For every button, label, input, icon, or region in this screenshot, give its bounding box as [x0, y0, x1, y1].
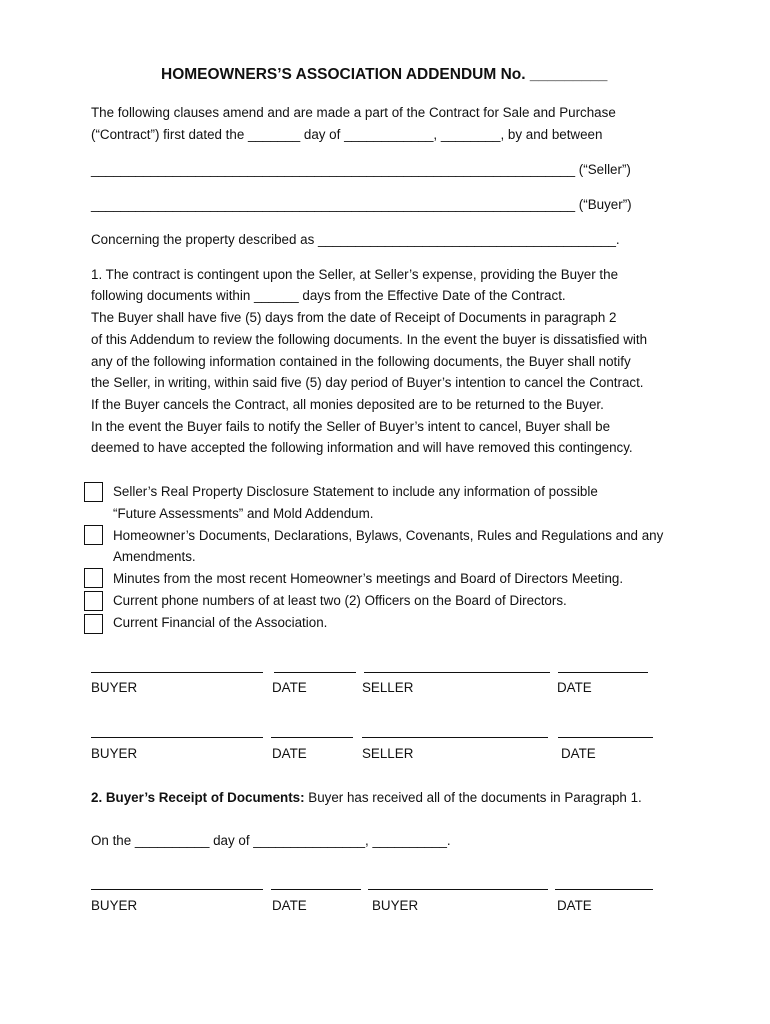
date-line[interactable] — [271, 889, 361, 890]
signature-line-buyer[interactable] — [91, 889, 263, 890]
checkbox-officer-phone-numbers[interactable] — [84, 591, 103, 611]
document-title: HOMEOWNERS’S ASSOCIATION ADDENDUM No. _________ — [161, 66, 608, 83]
signature-line-buyer[interactable] — [91, 672, 263, 673]
paragraph1-line-8: In the event the Buyer fails to notify the Seller of Buyer’s intent to cancel, Buyer shall be — [91, 419, 611, 434]
signature-label: SELLER — [362, 746, 414, 761]
intro-line-2: (“Contract”) first dated the _______ day of ____________, ________, by and between — [91, 127, 603, 142]
date-label: DATE — [557, 680, 592, 695]
receipt-date-line: On the __________ day of _______________, __________. — [91, 833, 451, 848]
signature-line-seller[interactable] — [362, 737, 548, 738]
date-label: DATE — [272, 746, 307, 761]
date-line[interactable] — [558, 672, 648, 673]
paragraph1-line-3: The Buyer shall have five (5) days from the date of Receipt of Documents in paragraph 2 — [91, 310, 617, 325]
buyer-name-line: _________________________________________________________________ (“Buyer”) — [91, 197, 632, 212]
property-line: Concerning the property described as ________________________________________. — [91, 232, 620, 247]
checkbox-homeowners-documents[interactable] — [84, 525, 103, 545]
checklist-item-4: Current phone numbers of at least two (2) Officers on the Board of Directors. — [113, 593, 567, 608]
paragraph1-line-7: If the Buyer cancels the Contract, all monies deposited are to be returned to the Buyer. — [91, 397, 604, 412]
date-label: DATE — [272, 680, 307, 695]
checkbox-disclosure-statement[interactable] — [84, 482, 103, 502]
checkbox-meeting-minutes[interactable] — [84, 568, 103, 588]
signature-line-buyer[interactable] — [368, 889, 548, 890]
paragraph1-line-2: following documents within ______ days from the Effective Date of the Contract. — [91, 288, 566, 303]
signature-label: BUYER — [91, 898, 138, 913]
checklist-item-3: Minutes from the most recent Homeowner’s meetings and Board of Directors Meeting. — [113, 571, 624, 586]
paragraph1-line-5: any of the following information contained in the following documents, the Buyer shall notify — [91, 354, 631, 369]
paragraph2-heading: 2. Buyer’s Receipt of Documents: — [91, 790, 305, 805]
date-line[interactable] — [558, 737, 653, 738]
signature-line-seller[interactable] — [364, 672, 550, 673]
date-line[interactable] — [555, 889, 653, 890]
paragraph1-line-9: deemed to have accepted the following information and will have removed this contingency. — [91, 440, 633, 455]
checklist-item-2-line-2: Amendments. — [113, 549, 196, 564]
signature-label: BUYER — [372, 898, 419, 913]
paragraph1-line-6: the Seller, in writing, within said five (5) day period of Buyer’s intention to cancel the Contract. — [91, 375, 644, 390]
date-line[interactable] — [274, 672, 356, 673]
date-label: DATE — [561, 746, 596, 761]
checklist-item-1-line-2: “Future Assessments” and Mold Addendum. — [113, 506, 374, 521]
signature-label: SELLER — [362, 680, 414, 695]
checklist-item-5: Current Financial of the Association. — [113, 615, 328, 630]
intro-line-1: The following clauses amend and are made a part of the Contract for Sale and Purchase — [91, 105, 616, 120]
checklist-item-2-line-1: Homeowner’s Documents, Declarations, Bylaws, Covenants, Rules and Regulations and any — [113, 528, 664, 543]
paragraph1-line-1: 1. The contract is contingent upon the Seller, at Seller’s expense, providing the Buyer the — [91, 267, 619, 282]
signature-line-buyer[interactable] — [91, 737, 263, 738]
signature-label: BUYER — [91, 680, 138, 695]
paragraph2-body: Buyer has received all of the documents in Paragraph 1. — [304, 790, 642, 805]
date-label: DATE — [272, 898, 307, 913]
date-line[interactable] — [271, 737, 353, 738]
signature-label: BUYER — [91, 746, 138, 761]
paragraph2-text — [91, 790, 642, 805]
checklist-item-1-line-1: Seller’s Real Property Disclosure Statement to include any information of possible — [113, 484, 598, 499]
seller-name-line: _________________________________________________________________ (“Seller”) — [91, 162, 631, 177]
date-label: DATE — [557, 898, 592, 913]
checkbox-current-financial[interactable] — [84, 614, 103, 634]
paragraph1-line-4: of this Addendum to review the following documents. In the event the buyer is dissatisfied with — [91, 332, 648, 347]
